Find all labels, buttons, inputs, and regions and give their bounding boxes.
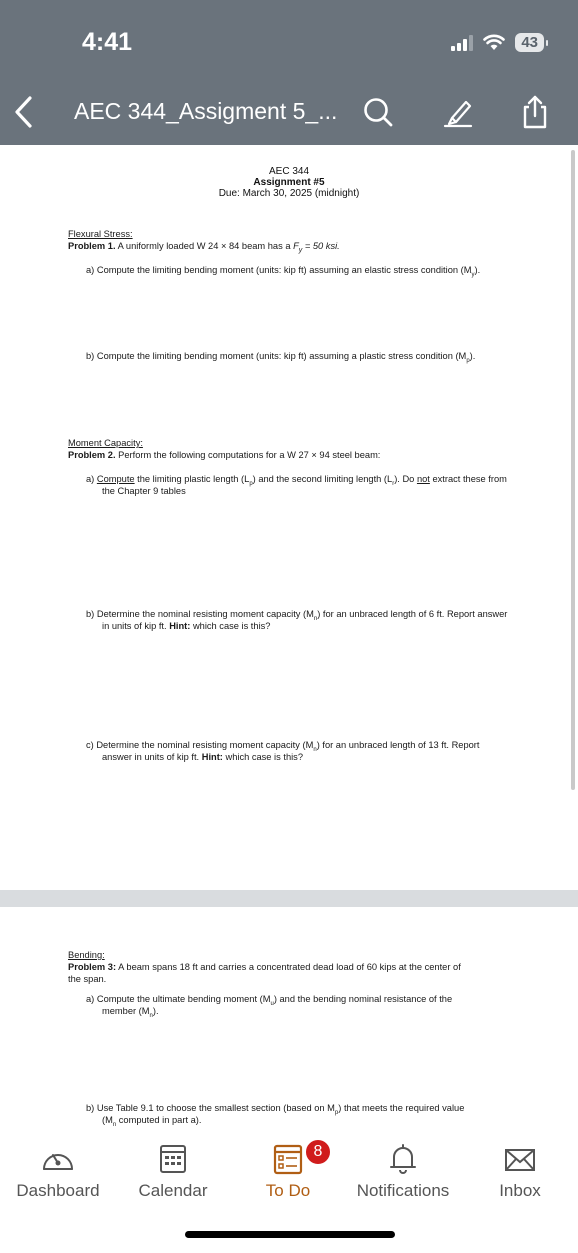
bottom-tab-bar [0,1135,578,1253]
bending-heading: Bending: [68,950,105,960]
share-icon[interactable] [517,94,553,130]
nav-row [0,88,578,136]
problem-1a: a) Compute the limiting bending moment (units: kip ft) assuming an elastic stress condition $(M_y)$. [86,265,481,278]
calendar-icon [153,1143,193,1175]
document-viewer[interactable] [0,145,578,1135]
problem-3-statement: Problem 3: A beam spans 18 ft and carries a concentrated dead load of 60 kips at the center of [68,962,461,972]
document-title: AEC 344_Assigment 5_... [74,98,338,124]
tab-label-dashboard: Dashboard [16,1181,100,1200]
flexural-heading: Flexural Stress: [68,229,133,239]
envelope-icon [500,1143,540,1175]
problem-3a-line2: member $(M_n)$. [102,1006,159,1019]
problem-2a: a) Compute the limiting plastic length $(L_p)$ and the second limiting length $(L_r)$. Do not extract these from [86,474,507,487]
problem-1-statement: Problem 1. A uniformly loaded W 24 × 84 beam has a $F_y = 50$ ksi. [68,241,340,254]
dashboard-gauge-icon [38,1143,78,1175]
header-bar [0,0,578,145]
tab-label-calendar: Calendar [138,1181,208,1200]
bell-icon [383,1143,423,1175]
problem-2a-line2: the Chapter 9 tables [102,486,186,496]
problem-2c-line2: answer in units of kip ft. Hint: which case is this? [102,752,303,762]
cellular-signal-icon [451,35,473,51]
tab-label-inbox: Inbox [499,1181,541,1200]
course-title: AEC 344 [268,166,310,177]
tab-label-notifications: Notifications [356,1181,450,1200]
document-page-1 [0,145,578,890]
problem-3-line2: the span. [68,974,107,984]
problem-1b: b) Compute the limiting bending moment (units: kip ft) assuming a plastic stress condition $(M_p)$. [86,351,476,364]
wifi-icon [483,34,505,51]
todo-count-badge: 8 [304,1138,332,1166]
tab-todo[interactable] [243,1143,333,1201]
assignment-title: Assignment #5 [253,177,325,188]
back-chevron-icon[interactable] [10,94,40,130]
problem-2c: c) Determine the nominal resisting moment capacity $(M_n)$ for an unbraced length of 13 ft. Report [86,740,480,753]
markup-pen-icon[interactable] [440,94,476,130]
document-page-2 [0,907,578,1135]
due-date: Due: March 30, 2025 (midnight) [218,188,360,199]
home-indicator [185,1231,395,1238]
problem-2b: b) Determine the nominal resisting moment capacity $(M_n)$ for an unbraced length of 6 ft. Report answer [86,609,508,622]
problem-3b-line2: ($M_n$ computed in part a). [102,1115,202,1128]
problem-2-statement: Problem 2. Perform the following computations for a W 27 × 94 steel beam: [68,450,381,460]
problem-2b-line2: in units of kip ft. Hint: which case is this? [102,621,271,631]
tab-notifications[interactable] [350,1143,456,1201]
status-icons [451,33,544,52]
problem-3b: b) Use Table 9.1 to choose the smallest section (based on $M_p$) that meets the required value [86,1103,465,1116]
todo-icon [268,1143,308,1175]
tab-calendar[interactable] [126,1143,220,1201]
tab-label-todo: To Do [265,1181,311,1200]
tab-inbox[interactable] [484,1143,556,1201]
tab-dashboard[interactable] [8,1143,108,1201]
problem-3a: a) Compute the ultimate bending moment $(M_u)$ and the bending nominal resistance of the [86,994,453,1007]
page-separator [0,890,578,907]
battery-indicator: 43 [515,33,544,52]
moment-capacity-heading: Moment Capacity: [68,438,143,448]
status-time: 4:41 [82,28,133,56]
search-icon[interactable] [360,94,396,130]
